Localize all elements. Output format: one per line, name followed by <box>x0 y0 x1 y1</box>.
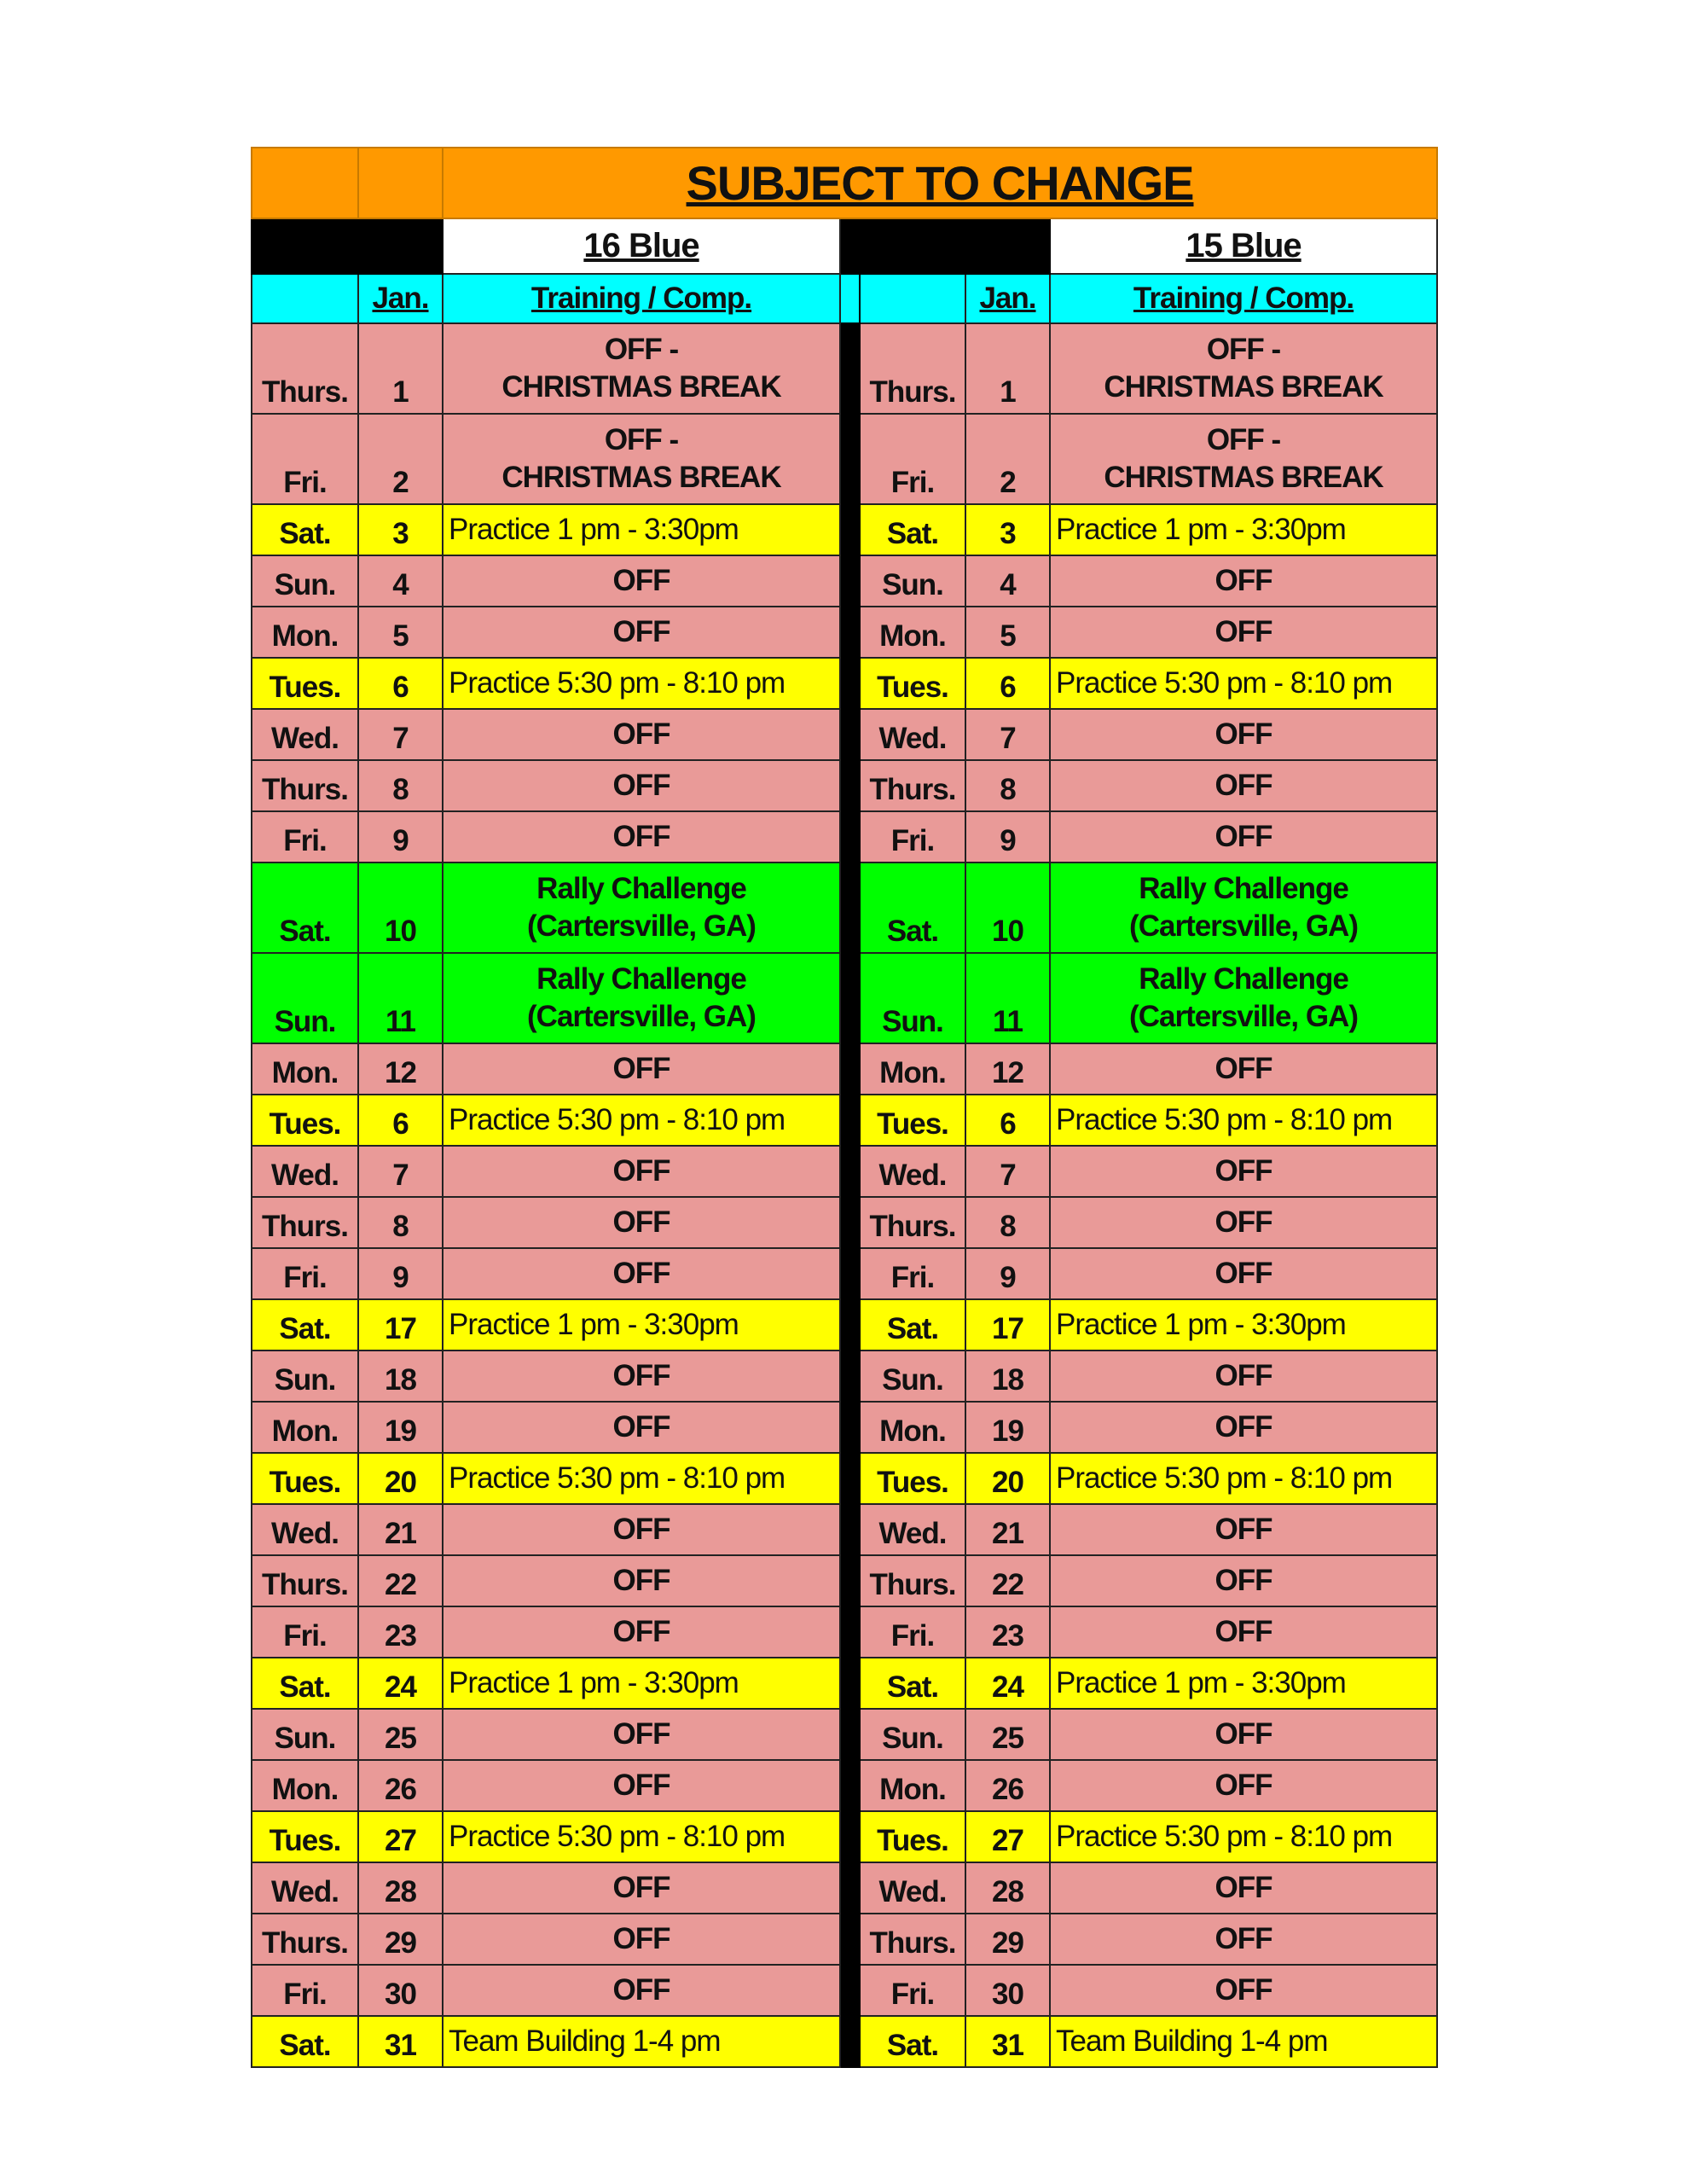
schedule-row <box>252 414 1437 504</box>
date-cell: 8 <box>965 1197 1050 1248</box>
date-cell: 27 <box>358 1811 443 1862</box>
date-cell: 1 <box>965 323 1050 414</box>
day-cell: Wed. <box>860 1146 965 1197</box>
activity-cell: OFF <box>443 811 840 863</box>
date-cell: 30 <box>358 1965 443 2016</box>
activity-cell: OFF <box>1050 1606 1437 1658</box>
schedule-row <box>252 1402 1437 1453</box>
day-cell: Fri. <box>252 1606 358 1658</box>
activity-cell: Practice 1 pm - 3:30pm <box>1050 1299 1437 1350</box>
activity-cell: OFF <box>1050 760 1437 811</box>
date-cell: 31 <box>965 2016 1050 2067</box>
title-blank-cell <box>252 148 358 218</box>
activity-cell: Practice 5:30 pm - 8:10 pm <box>1050 1811 1437 1862</box>
day-cell: Sat. <box>252 2016 358 2067</box>
schedule-row <box>252 323 1437 414</box>
schedule-row <box>252 607 1437 658</box>
divider <box>840 2016 860 2067</box>
black-cell <box>860 218 1050 274</box>
day-cell: Mon. <box>252 1043 358 1095</box>
activity-cell: Rally Challenge (Cartersville, GA) <box>1050 953 1437 1043</box>
schedule-row <box>252 863 1437 953</box>
divider <box>840 1504 860 1555</box>
day-cell: Thurs. <box>860 323 965 414</box>
day-cell: Thurs. <box>252 1197 358 1248</box>
schedule-row <box>252 1811 1437 1862</box>
title-blank-cell <box>358 148 443 218</box>
schedule-row <box>252 555 1437 607</box>
activity-cell: OFF <box>443 1555 840 1606</box>
day-cell: Sat. <box>860 2016 965 2067</box>
day-cell: Tues. <box>860 658 965 709</box>
schedule-row <box>252 1862 1437 1914</box>
date-cell: 27 <box>965 1811 1050 1862</box>
date-cell: 7 <box>358 1146 443 1197</box>
schedule-row <box>252 1914 1437 1965</box>
day-cell: Thurs. <box>860 1914 965 1965</box>
activity-cell: OFF <box>1050 1862 1437 1914</box>
divider <box>840 1453 860 1504</box>
schedule-row <box>252 1043 1437 1095</box>
activity-cell: OFF <box>443 1248 840 1299</box>
day-cell: Wed. <box>860 1862 965 1914</box>
day-cell: Wed. <box>860 709 965 760</box>
divider <box>840 1914 860 1965</box>
date-cell: 26 <box>358 1760 443 1811</box>
date-cell: 21 <box>965 1504 1050 1555</box>
day-cell: Thurs. <box>252 1555 358 1606</box>
activity-cell: OFF <box>1050 1146 1437 1197</box>
activity-cell: OFF <box>443 1709 840 1760</box>
day-cell: Sat. <box>252 1299 358 1350</box>
activity-cell: Practice 5:30 pm - 8:10 pm <box>443 658 840 709</box>
day-cell: Sat. <box>860 863 965 953</box>
day-cell: Wed. <box>252 1862 358 1914</box>
activity-cell: OFF <box>443 1197 840 1248</box>
divider <box>840 1043 860 1095</box>
day-cell: Fri. <box>252 1965 358 2016</box>
date-cell: 19 <box>965 1402 1050 1453</box>
day-cell: Fri. <box>252 811 358 863</box>
activity-cell: OFF <box>1050 1914 1437 1965</box>
day-cell: Tues. <box>252 1453 358 1504</box>
day-cell: Mon. <box>860 607 965 658</box>
day-cell: Sun. <box>252 953 358 1043</box>
activity-header: Training / Comp. <box>1050 274 1437 323</box>
activity-cell: OFF <box>443 1862 840 1914</box>
date-cell: 12 <box>965 1043 1050 1095</box>
schedule-row <box>252 1504 1437 1555</box>
activity-cell: OFF <box>1050 1965 1437 2016</box>
date-cell: 7 <box>358 709 443 760</box>
date-cell: 29 <box>358 1914 443 1965</box>
date-cell: 21 <box>358 1504 443 1555</box>
divider <box>840 1606 860 1658</box>
activity-cell: OFF <box>443 1914 840 1965</box>
day-cell: Fri. <box>252 1248 358 1299</box>
date-cell: 26 <box>965 1760 1050 1811</box>
day-cell: Sat. <box>252 504 358 555</box>
divider <box>840 1197 860 1248</box>
schedule-row <box>252 1197 1437 1248</box>
activity-cell: OFF <box>1050 709 1437 760</box>
divider <box>840 1965 860 2016</box>
divider <box>840 1658 860 1709</box>
activity-cell: OFF <box>443 607 840 658</box>
activity-cell: OFF - CHRISTMAS BREAK <box>1050 414 1437 504</box>
activity-cell: Practice 5:30 pm - 8:10 pm <box>443 1095 840 1146</box>
day-cell: Tues. <box>860 1811 965 1862</box>
day-cell: Mon. <box>252 1402 358 1453</box>
activity-cell: OFF <box>1050 1504 1437 1555</box>
day-cell: Sat. <box>860 504 965 555</box>
activity-cell: OFF - CHRISTMAS BREAK <box>443 414 840 504</box>
day-cell: Tues. <box>252 1811 358 1862</box>
day-cell: Mon. <box>860 1760 965 1811</box>
divider <box>840 863 860 953</box>
date-cell: 10 <box>358 863 443 953</box>
schedule-row <box>252 1555 1437 1606</box>
date-cell: 24 <box>358 1658 443 1709</box>
day-cell: Sat. <box>252 1658 358 1709</box>
date-cell: 9 <box>965 811 1050 863</box>
date-cell: 20 <box>358 1453 443 1504</box>
divider <box>840 953 860 1043</box>
date-cell: 18 <box>358 1350 443 1402</box>
day-cell: Thurs. <box>860 760 965 811</box>
day-cell: Mon. <box>252 1760 358 1811</box>
schedule-row <box>252 658 1437 709</box>
schedule-row <box>252 953 1437 1043</box>
day-cell: Wed. <box>252 709 358 760</box>
activity-cell: OFF <box>1050 1760 1437 1811</box>
activity-cell: OFF <box>443 1965 840 2016</box>
activity-cell: OFF <box>443 1402 840 1453</box>
team-15-blue-header: 15 Blue <box>1050 218 1437 274</box>
schedule-row <box>252 811 1437 863</box>
divider <box>840 1095 860 1146</box>
date-cell: 7 <box>965 709 1050 760</box>
date-cell: 9 <box>358 811 443 863</box>
date-header: Jan. <box>358 274 443 323</box>
divider <box>840 1402 860 1453</box>
day-cell: Wed. <box>860 1504 965 1555</box>
day-cell: Mon. <box>860 1402 965 1453</box>
divider <box>840 709 860 760</box>
divider <box>840 1146 860 1197</box>
divider <box>840 555 860 607</box>
activity-cell: OFF <box>443 1760 840 1811</box>
day-header <box>860 274 965 323</box>
activity-cell: Practice 5:30 pm - 8:10 pm <box>443 1811 840 1862</box>
day-cell: Fri. <box>860 414 965 504</box>
date-cell: 29 <box>965 1914 1050 1965</box>
day-cell: Fri. <box>860 811 965 863</box>
day-cell: Tues. <box>252 658 358 709</box>
date-cell: 22 <box>358 1555 443 1606</box>
date-cell: 24 <box>965 1658 1050 1709</box>
date-cell: 5 <box>965 607 1050 658</box>
date-cell: 19 <box>358 1402 443 1453</box>
divider <box>840 504 860 555</box>
activity-cell: OFF <box>443 1504 840 1555</box>
date-cell: 2 <box>965 414 1050 504</box>
activity-cell: Practice 1 pm - 3:30pm <box>443 1658 840 1709</box>
day-cell: Sun. <box>860 555 965 607</box>
day-cell: Tues. <box>252 1095 358 1146</box>
activity-cell: Team Building 1-4 pm <box>1050 2016 1437 2067</box>
date-cell: 3 <box>358 504 443 555</box>
schedule-row <box>252 1248 1437 1299</box>
schedule-row <box>252 1299 1437 1350</box>
date-header: Jan. <box>965 274 1050 323</box>
activity-cell: OFF <box>1050 607 1437 658</box>
date-cell: 10 <box>965 863 1050 953</box>
activity-cell: OFF <box>1050 811 1437 863</box>
date-cell: 8 <box>358 1197 443 1248</box>
activity-cell: OFF <box>1050 1248 1437 1299</box>
schedule-row <box>252 1709 1437 1760</box>
day-cell: Thurs. <box>252 760 358 811</box>
activity-cell: OFF <box>1050 1555 1437 1606</box>
activity-cell: OFF <box>1050 1350 1437 1402</box>
schedule-row <box>252 1965 1437 2016</box>
divider <box>840 414 860 504</box>
date-cell: 8 <box>965 760 1050 811</box>
day-cell: Thurs. <box>860 1197 965 1248</box>
schedule-row <box>252 1760 1437 1811</box>
day-cell: Fri. <box>252 414 358 504</box>
day-cell: Wed. <box>252 1146 358 1197</box>
day-cell: Mon. <box>860 1043 965 1095</box>
date-cell: 18 <box>965 1350 1050 1402</box>
day-cell: Sun. <box>252 1709 358 1760</box>
date-cell: 6 <box>965 1095 1050 1146</box>
team-16-blue-header: 16 Blue <box>443 218 840 274</box>
day-cell: Fri. <box>860 1606 965 1658</box>
activity-cell: Practice 1 pm - 3:30pm <box>443 504 840 555</box>
date-cell: 30 <box>965 1965 1050 2016</box>
date-cell: 5 <box>358 607 443 658</box>
date-cell: 25 <box>965 1709 1050 1760</box>
activity-cell: Practice 5:30 pm - 8:10 pm <box>443 1453 840 1504</box>
day-cell: Sun. <box>860 1709 965 1760</box>
date-cell: 22 <box>965 1555 1050 1606</box>
divider <box>840 1760 860 1811</box>
divider <box>840 658 860 709</box>
date-cell: 17 <box>965 1299 1050 1350</box>
divider <box>840 1555 860 1606</box>
activity-cell: OFF <box>1050 1709 1437 1760</box>
date-cell: 28 <box>358 1862 443 1914</box>
activity-cell: OFF <box>443 1146 840 1197</box>
activity-cell: Practice 1 pm - 3:30pm <box>1050 1658 1437 1709</box>
divider <box>840 1299 860 1350</box>
date-cell: 20 <box>965 1453 1050 1504</box>
date-cell: 23 <box>358 1606 443 1658</box>
date-cell: 6 <box>358 658 443 709</box>
title-row <box>252 148 1437 218</box>
date-cell: 4 <box>965 555 1050 607</box>
day-cell: Sun. <box>252 1350 358 1402</box>
page-title: SUBJECT TO CHANGE <box>443 148 1437 218</box>
day-header <box>252 274 358 323</box>
day-cell: Sun. <box>252 555 358 607</box>
divider <box>840 760 860 811</box>
column-header-row <box>252 274 1437 323</box>
day-cell: Sun. <box>860 1350 965 1402</box>
activity-cell: Practice 5:30 pm - 8:10 pm <box>1050 658 1437 709</box>
day-cell: Thurs. <box>252 1914 358 1965</box>
schedule-row <box>252 504 1437 555</box>
day-cell: Sun. <box>860 953 965 1043</box>
day-cell: Fri. <box>860 1965 965 2016</box>
divider <box>840 1350 860 1402</box>
activity-cell: OFF <box>443 555 840 607</box>
schedule-row <box>252 2016 1437 2067</box>
activity-cell: Team Building 1-4 pm <box>443 2016 840 2067</box>
schedule-table <box>251 147 1438 2068</box>
schedule-row <box>252 1453 1437 1504</box>
date-cell: 6 <box>358 1095 443 1146</box>
day-cell: Tues. <box>860 1095 965 1146</box>
team-row <box>252 218 1437 274</box>
date-cell: 8 <box>358 760 443 811</box>
activity-cell: Rally Challenge (Cartersville, GA) <box>443 953 840 1043</box>
activity-cell: OFF <box>443 1606 840 1658</box>
activity-cell: Practice 5:30 pm - 8:10 pm <box>1050 1453 1437 1504</box>
divider <box>840 811 860 863</box>
activity-cell: OFF <box>1050 1043 1437 1095</box>
schedule-row <box>252 1146 1437 1197</box>
divider <box>840 1811 860 1862</box>
activity-cell: Practice 1 pm - 3:30pm <box>1050 504 1437 555</box>
activity-cell: OFF <box>443 760 840 811</box>
date-cell: 11 <box>965 953 1050 1043</box>
date-cell: 7 <box>965 1146 1050 1197</box>
day-cell: Sat. <box>860 1658 965 1709</box>
divider <box>840 218 860 274</box>
schedule-row <box>252 709 1437 760</box>
date-cell: 12 <box>358 1043 443 1095</box>
activity-cell: Rally Challenge (Cartersville, GA) <box>1050 863 1437 953</box>
date-cell: 11 <box>358 953 443 1043</box>
date-cell: 31 <box>358 2016 443 2067</box>
date-cell: 23 <box>965 1606 1050 1658</box>
day-cell: Wed. <box>252 1504 358 1555</box>
date-cell: 28 <box>965 1862 1050 1914</box>
date-cell: 3 <box>965 504 1050 555</box>
date-cell: 9 <box>358 1248 443 1299</box>
divider <box>840 1248 860 1299</box>
divider <box>840 1862 860 1914</box>
day-cell: Sat. <box>252 863 358 953</box>
divider <box>840 274 860 323</box>
divider <box>840 323 860 414</box>
activity-cell: OFF <box>1050 1402 1437 1453</box>
black-cell <box>252 218 443 274</box>
activity-cell: OFF - CHRISTMAS BREAK <box>443 323 840 414</box>
day-cell: Thurs. <box>252 323 358 414</box>
activity-cell: OFF <box>1050 1197 1437 1248</box>
divider <box>840 607 860 658</box>
day-cell: Thurs. <box>860 1555 965 1606</box>
activity-cell: OFF <box>443 1043 840 1095</box>
activity-cell: OFF <box>443 1350 840 1402</box>
date-cell: 9 <box>965 1248 1050 1299</box>
activity-header: Training / Comp. <box>443 274 840 323</box>
activity-cell: OFF <box>1050 555 1437 607</box>
divider <box>840 1709 860 1760</box>
activity-cell: Rally Challenge (Cartersville, GA) <box>443 863 840 953</box>
day-cell: Sat. <box>860 1299 965 1350</box>
date-cell: 25 <box>358 1709 443 1760</box>
day-cell: Tues. <box>860 1453 965 1504</box>
activity-cell: OFF - CHRISTMAS BREAK <box>1050 323 1437 414</box>
day-cell: Fri. <box>860 1248 965 1299</box>
activity-cell: Practice 1 pm - 3:30pm <box>443 1299 840 1350</box>
schedule-row <box>252 1350 1437 1402</box>
schedule-row <box>252 760 1437 811</box>
schedule-row <box>252 1095 1437 1146</box>
date-cell: 6 <box>965 658 1050 709</box>
schedule-row <box>252 1658 1437 1709</box>
activity-cell: Practice 5:30 pm - 8:10 pm <box>1050 1095 1437 1146</box>
activity-cell: OFF <box>443 709 840 760</box>
day-cell: Mon. <box>252 607 358 658</box>
date-cell: 1 <box>358 323 443 414</box>
date-cell: 17 <box>358 1299 443 1350</box>
date-cell: 4 <box>358 555 443 607</box>
date-cell: 2 <box>358 414 443 504</box>
schedule-row <box>252 1606 1437 1658</box>
